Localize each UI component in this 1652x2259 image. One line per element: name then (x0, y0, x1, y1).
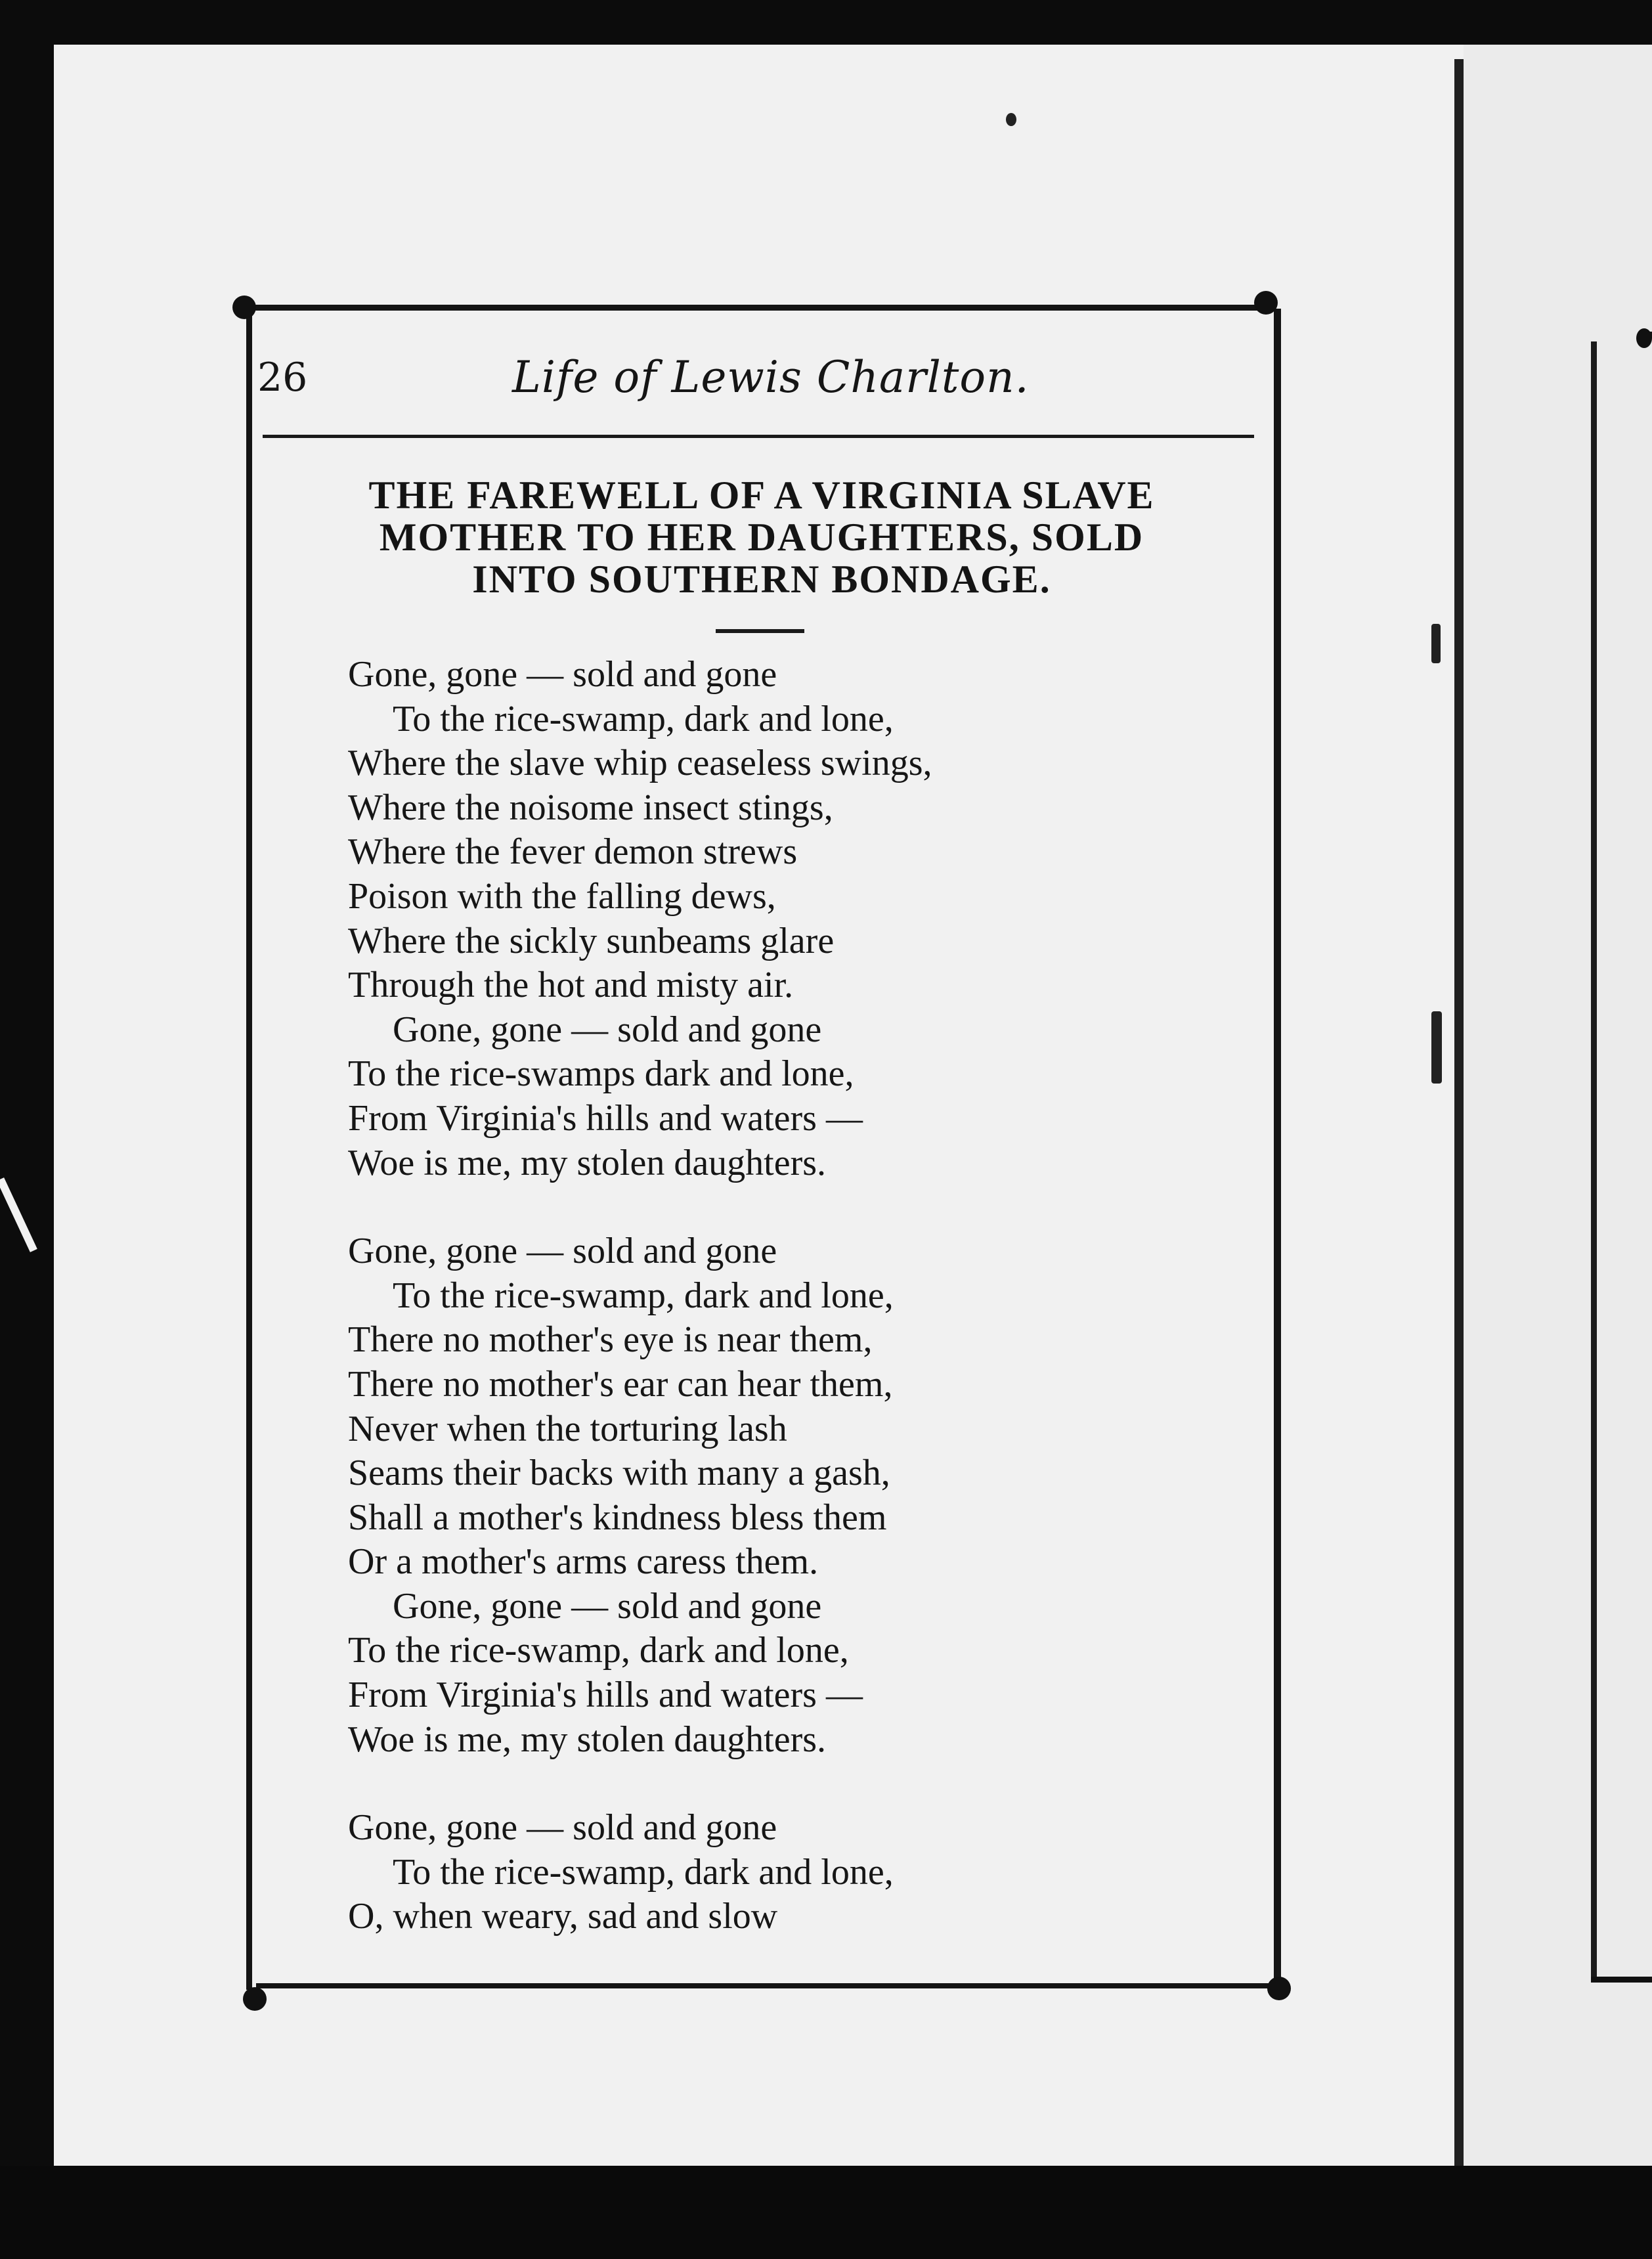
poem-line: Where the slave whip ceaseless swings, (348, 743, 932, 784)
poem-title-line: INTO SOUTHERN BONDAGE. (472, 558, 1051, 601)
stanza (348, 653, 1254, 1185)
frame-corner-ornament (1254, 291, 1278, 315)
dust-speck (1006, 113, 1016, 126)
poem-title (256, 474, 1267, 600)
poem-title-line: THE FAREWELL OF A VIRGINIA SLAVE (368, 473, 1155, 517)
poem-line: Where the noisome insect stings, (348, 787, 833, 828)
poem-line: Seams their backs with many a gash, (348, 1453, 890, 1494)
page-frame-top (242, 305, 1266, 311)
running-title: Life of Lewis Charlton. (512, 352, 1030, 403)
poem-line: Gone, gone — sold and gone (393, 1009, 822, 1050)
facing-page-frame-left (1591, 341, 1597, 1977)
scan-border (0, 2166, 1652, 2259)
tape-mark (1431, 1011, 1442, 1084)
page-number: 26 (257, 355, 308, 401)
facing-page-frame-bottom (1591, 1977, 1652, 1983)
poem-line: Poison with the falling dews, (348, 875, 776, 917)
poem-line: To the rice-swamp, dark and lone, (393, 1851, 894, 1893)
header-rule (263, 435, 1254, 438)
poem-line: Woe is me, my stolen daughters. (348, 1719, 827, 1760)
poem-line: There no mother's eye is near them, (348, 1319, 873, 1361)
frame-corner-ornament (1267, 1977, 1291, 2000)
poem-line: From Virginia's hills and waters — (348, 1675, 863, 1716)
poem-line: Through the hot and misty air. (348, 965, 794, 1006)
page-frame-bottom (256, 1983, 1280, 1988)
poem-body (348, 653, 1254, 1983)
scratch-mark (0, 1177, 37, 1252)
poem-title-line: MOTHER TO HER DAUGHTERS, SOLD (379, 515, 1144, 559)
facing-page (1464, 45, 1652, 2166)
frame-corner-ornament (232, 296, 256, 319)
poem-line: Never when the torturing lash (348, 1408, 787, 1449)
page-frame-left (246, 309, 252, 1990)
poem-line: Where the fever demon strews (348, 831, 798, 873)
poem-line: Gone, gone — sold and gone (348, 654, 777, 695)
poem-line: There no mother's ear can hear them, (348, 1363, 893, 1405)
stanza (348, 1229, 1254, 1762)
poem-line: Shall a mother's kindness bless them (348, 1497, 887, 1538)
poem-line: To the rice-swamp, dark and lone, (393, 1275, 894, 1316)
poem-line: To the rice-swamps dark and lone, (348, 1053, 854, 1095)
poem-line: O, when weary, sad and slow (348, 1896, 778, 1937)
facing-page-frame-top (1641, 332, 1652, 338)
poem-line: To the rice-swamp, dark and lone, (393, 698, 894, 739)
tape-mark (1431, 624, 1441, 663)
poem-line: Gone, gone — sold and gone (348, 1231, 777, 1272)
poem-line: To the rice-swamp, dark and lone, (348, 1630, 849, 1671)
title-rule (716, 629, 804, 633)
poem-line: Or a mother's arms caress them. (348, 1541, 819, 1583)
poem-line: Woe is me, my stolen daughters. (348, 1142, 827, 1183)
poem-line: Where the sickly sunbeams glare (348, 920, 835, 961)
poem-line: Gone, gone — sold and gone (348, 1807, 777, 1849)
page-frame-right (1274, 309, 1281, 1990)
poem-line: From Virginia's hills and waters — (348, 1097, 863, 1139)
poem-line: Gone, gone — sold and gone (393, 1585, 822, 1627)
stanza (348, 1806, 1254, 1939)
frame-corner-ornament (243, 1987, 267, 2011)
page-gutter (1454, 59, 1464, 2166)
